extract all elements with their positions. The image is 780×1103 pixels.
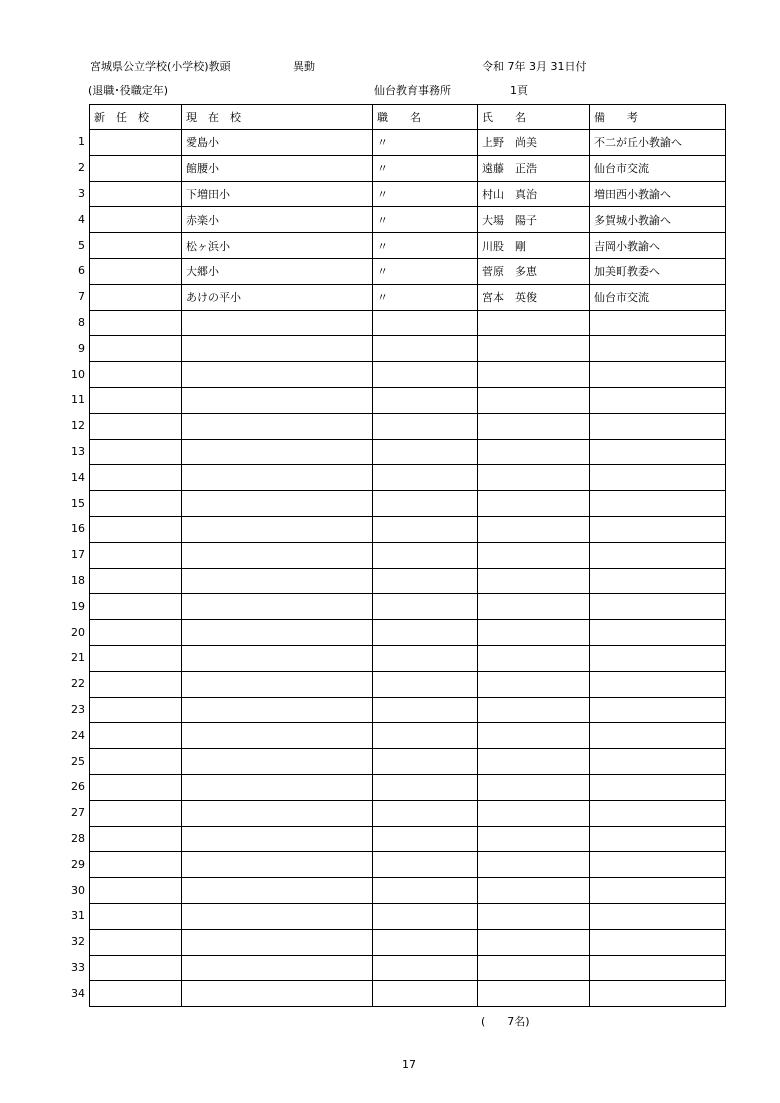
cell-new-school — [90, 723, 182, 749]
cell-current-school — [182, 774, 373, 800]
table-row — [90, 723, 726, 749]
row-number: 24 — [71, 728, 85, 742]
table-row — [90, 620, 726, 646]
row-number: 27 — [71, 806, 85, 820]
cell-remarks — [590, 981, 726, 1007]
cell-current-school: 松ヶ浜小 — [182, 233, 373, 259]
cell-new-school — [90, 336, 182, 362]
category-label: (退職･役職定年) — [88, 84, 169, 97]
cell-new-school — [90, 645, 182, 671]
cell-remarks — [590, 955, 726, 981]
cell-remarks — [590, 542, 726, 568]
cell-position — [373, 516, 478, 542]
effective-date: 令和 7年 3月 31日付 — [482, 60, 587, 73]
cell-remarks: 不二が丘小教諭へ — [590, 130, 726, 156]
cell-remarks — [590, 387, 726, 413]
cell-position — [373, 774, 478, 800]
cell-current-school — [182, 800, 373, 826]
cell-remarks — [590, 594, 726, 620]
table-row — [90, 284, 726, 310]
column-header-current-school: 現 在 校 — [182, 105, 373, 130]
cell-name — [478, 903, 590, 929]
cell-new-school — [90, 981, 182, 1007]
cell-position — [373, 878, 478, 904]
cell-position — [373, 594, 478, 620]
cell-remarks: 多賀城小教諭へ — [590, 207, 726, 233]
cell-current-school — [182, 878, 373, 904]
cell-remarks — [590, 413, 726, 439]
cell-remarks — [590, 929, 726, 955]
table-row — [90, 336, 726, 362]
table-row — [90, 516, 726, 542]
table-row — [90, 903, 726, 929]
table-row — [90, 362, 726, 388]
cell-remarks: 増田西小教諭へ — [590, 181, 726, 207]
cell-new-school — [90, 413, 182, 439]
table-row — [90, 207, 726, 233]
roster-table — [89, 104, 726, 1007]
cell-remarks — [590, 465, 726, 491]
cell-position — [373, 903, 478, 929]
cell-new-school — [90, 749, 182, 775]
row-number: 15 — [71, 496, 85, 510]
cell-remarks — [590, 310, 726, 336]
cell-remarks — [590, 336, 726, 362]
row-number: 30 — [71, 883, 85, 897]
row-number: 14 — [71, 470, 85, 484]
cell-name — [478, 568, 590, 594]
cell-name — [478, 826, 590, 852]
cell-position — [373, 645, 478, 671]
cell-position — [373, 568, 478, 594]
cell-remarks — [590, 723, 726, 749]
row-number: 7 — [78, 290, 85, 304]
table-row — [90, 955, 726, 981]
cell-name: 上野 尚美 — [478, 130, 590, 156]
row-number: 4 — [78, 212, 85, 226]
cell-remarks: 加美町教委へ — [590, 258, 726, 284]
cell-name — [478, 645, 590, 671]
cell-position — [373, 723, 478, 749]
cell-current-school — [182, 826, 373, 852]
cell-new-school — [90, 465, 182, 491]
cell-position — [373, 310, 478, 336]
cell-name — [478, 981, 590, 1007]
row-number: 21 — [71, 651, 85, 665]
table-row — [90, 749, 726, 775]
cell-current-school — [182, 516, 373, 542]
cell-remarks: 仙台市交流 — [590, 155, 726, 181]
row-number: 34 — [71, 986, 85, 1000]
cell-new-school — [90, 955, 182, 981]
row-number: 5 — [78, 238, 85, 252]
cell-position — [373, 826, 478, 852]
cell-new-school — [90, 620, 182, 646]
column-header-name: 氏 名 — [478, 105, 590, 130]
table-row — [90, 130, 726, 156]
cell-position: 〃 — [373, 155, 478, 181]
cell-name — [478, 516, 590, 542]
row-number: 17 — [71, 548, 85, 562]
cell-current-school — [182, 903, 373, 929]
total-count: ( 7名) — [481, 1015, 530, 1028]
cell-new-school — [90, 542, 182, 568]
row-number: 16 — [71, 522, 85, 536]
row-number: 31 — [71, 909, 85, 923]
cell-current-school: 愛島小 — [182, 130, 373, 156]
cell-remarks — [590, 697, 726, 723]
cell-name — [478, 413, 590, 439]
cell-new-school — [90, 826, 182, 852]
table-row — [90, 929, 726, 955]
row-number: 11 — [71, 393, 85, 407]
row-number: 29 — [71, 857, 85, 871]
table-row — [90, 645, 726, 671]
table-row — [90, 155, 726, 181]
cell-current-school: 赤楽小 — [182, 207, 373, 233]
cell-new-school — [90, 387, 182, 413]
cell-position — [373, 955, 478, 981]
cell-position — [373, 336, 478, 362]
cell-name — [478, 465, 590, 491]
cell-new-school — [90, 800, 182, 826]
cell-remarks — [590, 749, 726, 775]
cell-new-school — [90, 491, 182, 517]
cell-current-school — [182, 465, 373, 491]
cell-new-school — [90, 516, 182, 542]
cell-current-school — [182, 620, 373, 646]
cell-remarks — [590, 439, 726, 465]
cell-position — [373, 981, 478, 1007]
row-number: 3 — [78, 186, 85, 200]
row-number: 23 — [71, 702, 85, 716]
cell-new-school — [90, 207, 182, 233]
cell-position — [373, 749, 478, 775]
cell-name — [478, 774, 590, 800]
cell-current-school — [182, 491, 373, 517]
row-number: 33 — [71, 960, 85, 974]
cell-name — [478, 310, 590, 336]
cell-name — [478, 671, 590, 697]
cell-current-school: 下増田小 — [182, 181, 373, 207]
page-number: 17 — [402, 1058, 416, 1071]
table-row — [90, 413, 726, 439]
cell-position: 〃 — [373, 284, 478, 310]
table-row — [90, 465, 726, 491]
cell-name — [478, 491, 590, 517]
cell-name — [478, 749, 590, 775]
cell-current-school — [182, 697, 373, 723]
cell-name: 大場 陽子 — [478, 207, 590, 233]
cell-position — [373, 362, 478, 388]
cell-name: 遠藤 正浩 — [478, 155, 590, 181]
cell-position — [373, 439, 478, 465]
cell-position — [373, 852, 478, 878]
cell-remarks — [590, 491, 726, 517]
cell-new-school — [90, 130, 182, 156]
cell-new-school — [90, 878, 182, 904]
table-row — [90, 439, 726, 465]
cell-name — [478, 387, 590, 413]
document-type: 異動 — [293, 60, 315, 73]
cell-current-school — [182, 594, 373, 620]
cell-position: 〃 — [373, 258, 478, 284]
cell-position — [373, 413, 478, 439]
cell-remarks — [590, 671, 726, 697]
row-number: 28 — [71, 831, 85, 845]
cell-new-school — [90, 929, 182, 955]
cell-new-school — [90, 181, 182, 207]
cell-current-school — [182, 310, 373, 336]
row-number: 10 — [71, 367, 85, 381]
cell-position: 〃 — [373, 207, 478, 233]
column-header-position: 職 名 — [373, 105, 478, 130]
table-row — [90, 258, 726, 284]
cell-current-school: 大郷小 — [182, 258, 373, 284]
cell-name — [478, 439, 590, 465]
office-name: 仙台教育事務所 — [374, 84, 451, 97]
cell-current-school — [182, 568, 373, 594]
cell-new-school — [90, 310, 182, 336]
table-row — [90, 568, 726, 594]
cell-current-school — [182, 362, 373, 388]
cell-new-school — [90, 258, 182, 284]
cell-name — [478, 336, 590, 362]
cell-name — [478, 362, 590, 388]
row-number: 2 — [78, 161, 85, 175]
cell-remarks: 吉岡小教諭へ — [590, 233, 726, 259]
cell-remarks — [590, 826, 726, 852]
cell-remarks — [590, 852, 726, 878]
row-number: 1 — [78, 135, 85, 149]
row-number: 25 — [71, 754, 85, 768]
cell-current-school — [182, 929, 373, 955]
row-number: 22 — [71, 677, 85, 691]
cell-position — [373, 620, 478, 646]
cell-current-school — [182, 852, 373, 878]
cell-name — [478, 878, 590, 904]
row-number: 9 — [78, 341, 85, 355]
cell-current-school — [182, 542, 373, 568]
cell-new-school — [90, 439, 182, 465]
cell-new-school — [90, 284, 182, 310]
cell-position — [373, 465, 478, 491]
cell-current-school: 館腰小 — [182, 155, 373, 181]
cell-position — [373, 491, 478, 517]
row-number: 19 — [71, 599, 85, 613]
cell-name — [478, 955, 590, 981]
cell-current-school — [182, 336, 373, 362]
cell-new-school — [90, 568, 182, 594]
cell-new-school — [90, 852, 182, 878]
table-row — [90, 800, 726, 826]
cell-remarks — [590, 620, 726, 646]
row-number: 8 — [78, 315, 85, 329]
cell-remarks — [590, 568, 726, 594]
cell-name: 川股 剛 — [478, 233, 590, 259]
cell-new-school — [90, 155, 182, 181]
table-row — [90, 387, 726, 413]
cell-new-school — [90, 233, 182, 259]
cell-current-school — [182, 671, 373, 697]
row-number: 12 — [71, 419, 85, 433]
table-row — [90, 310, 726, 336]
cell-name — [478, 697, 590, 723]
cell-remarks — [590, 878, 726, 904]
row-number: 13 — [71, 444, 85, 458]
row-number: 20 — [71, 625, 85, 639]
cell-position: 〃 — [373, 233, 478, 259]
cell-new-school — [90, 594, 182, 620]
cell-position — [373, 929, 478, 955]
table-row — [90, 594, 726, 620]
cell-current-school: あけの平小 — [182, 284, 373, 310]
cell-name — [478, 723, 590, 749]
column-header-new-school: 新 任 校 — [90, 105, 182, 130]
cell-remarks — [590, 903, 726, 929]
cell-current-school — [182, 439, 373, 465]
row-number: 18 — [71, 573, 85, 587]
cell-remarks — [590, 774, 726, 800]
cell-position — [373, 387, 478, 413]
row-number: 32 — [71, 935, 85, 949]
table-row — [90, 671, 726, 697]
cell-current-school — [182, 413, 373, 439]
cell-position: 〃 — [373, 130, 478, 156]
table-row — [90, 981, 726, 1007]
cell-new-school — [90, 362, 182, 388]
cell-name — [478, 620, 590, 646]
cell-name — [478, 594, 590, 620]
table-row — [90, 852, 726, 878]
column-header-remarks: 備 考 — [590, 105, 726, 130]
row-number: 26 — [71, 780, 85, 794]
cell-name — [478, 800, 590, 826]
cell-new-school — [90, 697, 182, 723]
cell-new-school — [90, 671, 182, 697]
table-header-row — [90, 105, 726, 130]
cell-current-school — [182, 645, 373, 671]
table-row — [90, 878, 726, 904]
page-label: 1頁 — [510, 84, 528, 97]
cell-name: 宮本 英俊 — [478, 284, 590, 310]
cell-name — [478, 852, 590, 878]
table-row — [90, 826, 726, 852]
cell-remarks — [590, 516, 726, 542]
table-row — [90, 697, 726, 723]
table-row — [90, 181, 726, 207]
document-title: 宮城県公立学校(小学校)教頭 — [90, 60, 231, 73]
cell-current-school — [182, 749, 373, 775]
cell-remarks — [590, 800, 726, 826]
cell-remarks — [590, 362, 726, 388]
cell-position — [373, 671, 478, 697]
cell-new-school — [90, 903, 182, 929]
cell-name — [478, 929, 590, 955]
cell-name: 村山 真治 — [478, 181, 590, 207]
table-row — [90, 491, 726, 517]
cell-name — [478, 542, 590, 568]
cell-remarks: 仙台市交流 — [590, 284, 726, 310]
cell-new-school — [90, 774, 182, 800]
cell-position — [373, 542, 478, 568]
cell-name: 菅原 多恵 — [478, 258, 590, 284]
table-row — [90, 774, 726, 800]
cell-current-school — [182, 723, 373, 749]
cell-current-school — [182, 981, 373, 1007]
table-row — [90, 542, 726, 568]
cell-remarks — [590, 645, 726, 671]
cell-position — [373, 800, 478, 826]
cell-current-school — [182, 955, 373, 981]
cell-current-school — [182, 387, 373, 413]
cell-position: 〃 — [373, 181, 478, 207]
cell-position — [373, 697, 478, 723]
row-number: 6 — [78, 264, 85, 278]
table-row — [90, 233, 726, 259]
